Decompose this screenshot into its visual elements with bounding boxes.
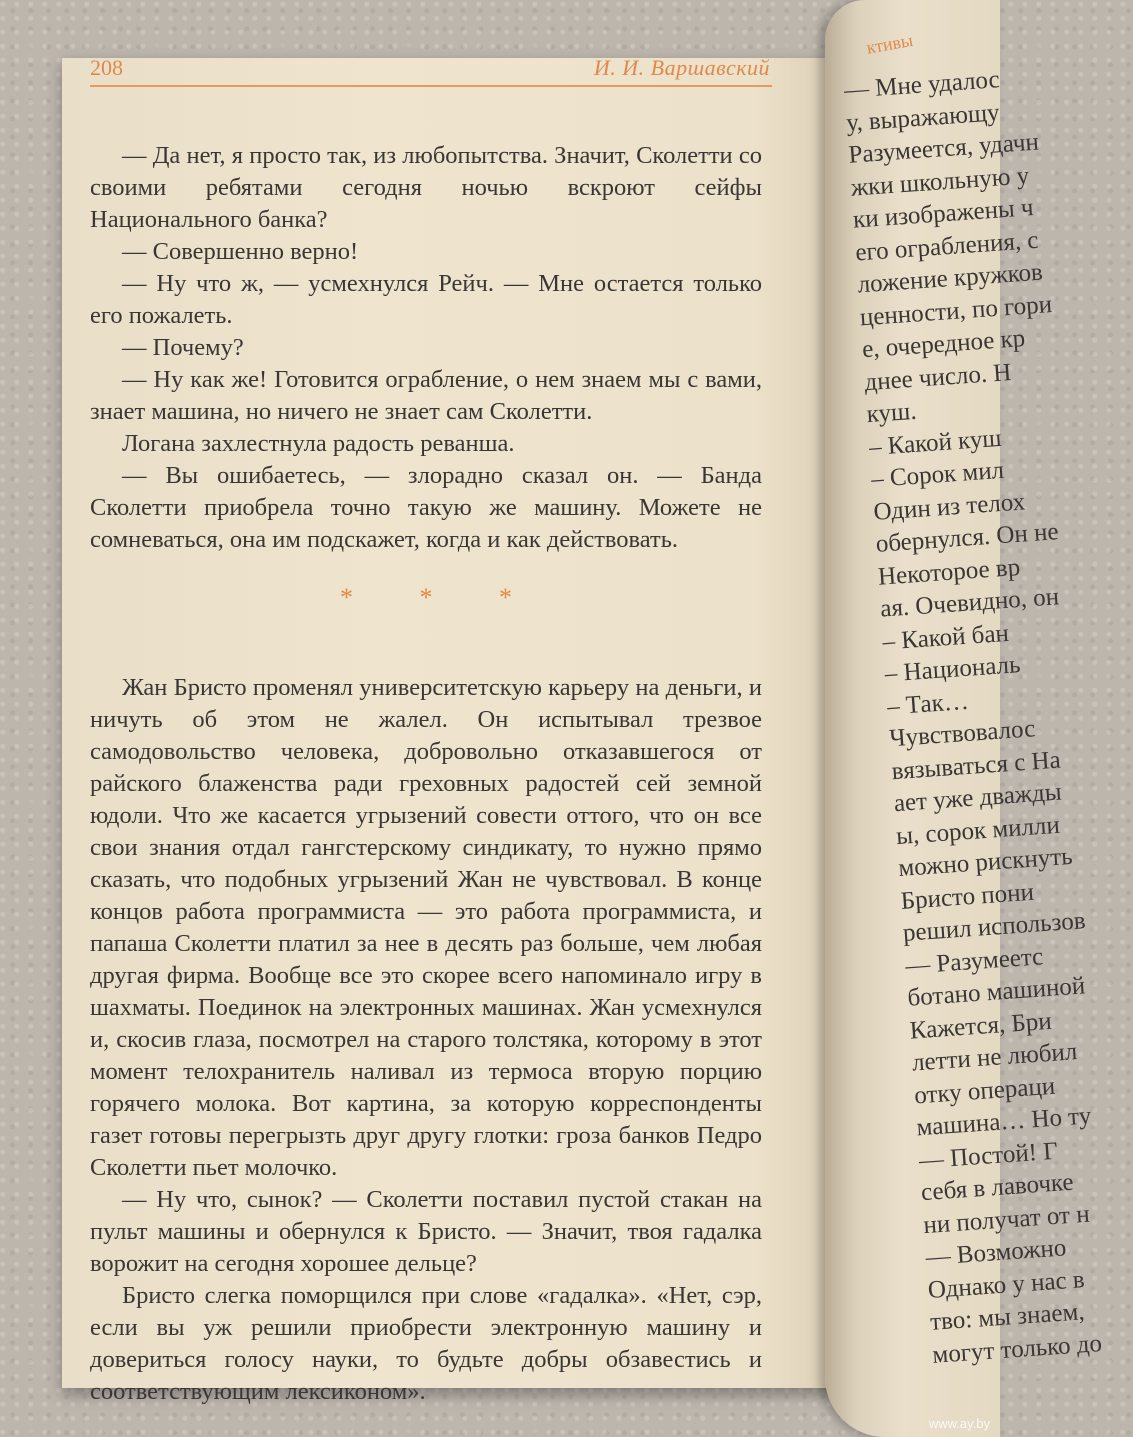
right-page-line: – Так… [886,687,970,720]
right-page-line: Бристо пони [899,878,1035,915]
right-page-line: — Возможно [924,1234,1068,1272]
right-page-line: Разумеется, удачн [847,128,1040,169]
paragraph: — Ну что ж, — усмехнулся Рейч. — Мне остается только его пожалеть. [90,270,762,329]
right-page-line: обернулся. Он не [874,518,1060,558]
paragraph: — Совершенно верно! [122,238,359,265]
right-page-line: е, очередное кр [861,324,1027,364]
right-page-line: ы, сорок милли [895,811,1061,850]
right-page-line: — Разумеетс [904,942,1045,980]
paragraph: Логана захлестнула радость реванша. [122,430,515,457]
header-rule [90,85,772,87]
right-page [825,0,1103,1437]
paragraph: — Да нет, я просто так, из любопытства. Значит, Сколетти со своими ребятами сегодня ночью вскроют сейфы Национального банка? [90,142,762,233]
right-page-line: летти не любил [911,1038,1079,1077]
right-page-line: машина… Но ту [915,1102,1093,1142]
watermark: www.ay.by [928,1416,990,1431]
right-page-line: можно рискнуть [897,842,1074,883]
right-page-line: Некоторое вр [877,553,1021,591]
right-page-line: ает уже дважды [893,778,1063,818]
right-page-line: Однако у нас в [927,1265,1086,1304]
paragraph: — Ну что, сынок? — Сколетти поставил пустой стакан на пульт машины и обернулся к Бристо. — Значит, твоя гадалка ворожит на сегодня хорошее дельце? [90,1186,762,1277]
right-page-line: — Постой! Г [917,1137,1059,1174]
running-head-author: И. И. Варшавский [593,55,770,80]
right-running-head: ктивы [865,29,915,58]
right-page-line: могут только до [931,1329,1103,1369]
right-page-line: тво: мы знаем, [929,1298,1086,1336]
right-page-line: ботано машиной [906,972,1087,1012]
right-page-line: ни получат от н [922,1200,1091,1239]
paragraph: Жан Бристо променял университетскую карьеру на деньги, и ничуть об этом не жалел. Он испытывал трезвое самодовольство человека, добровольно отказавшегося от райского блаженства ради греховных радостей сей земной юдоли. Что же касается угрызений совести оттого, что он все свои знания отдал гангстерскому синдикату, то нужно прямо сказать, что подобных угрызений Жан не чувствовал. В конце концов работа программиста — это работа программиста, и папаша Сколетти платил за нее в десять раз больше, чем любая другая фирма. Вообще все это скорее всего напоминало игру в шахматы. Поединок на электронных машинах. Жан усмехнулся и, скосив глаза, посмотрел на старого толстяка, которому в этот момент телохранитель наливал из термоса вторую порцию горячего молока. Вот картина, за которую корреспонденты газет готовы перегрызть друг другу глотки: гроза банков Педро Сколетти пьет молочко. [90,674,762,1181]
right-page-line: – Националь [883,651,1022,688]
page-header [90,55,770,81]
right-page-line: Кажется, Бри [908,1007,1053,1045]
right-page-line: – Какой бан [881,619,1010,656]
right-page-line: ки изображены ч [852,194,1035,234]
right-page-line: жки школьную у [849,161,1030,202]
right-page-line: его ограбления, с [854,226,1040,267]
main-text [90,140,762,1408]
right-page-line: куш. [865,397,918,429]
right-page-line: Чувствовалос [888,715,1037,753]
right-page-line: себя в лавочке [920,1168,1075,1207]
right-page-line: — Мне удалос [843,66,1001,104]
page-number: 208 [90,55,123,80]
right-page-text [843,61,1133,1372]
right-page-line: отку операци [913,1072,1056,1109]
right-page-line: ценности, по гори [859,290,1053,331]
right-page-line: вязываться с На [890,746,1062,785]
right-page-line: днее число. Н [863,358,1013,396]
right-page-line: у, выражающу [845,98,1001,137]
section-separator: * * * [340,583,542,612]
right-page-line: – Сорок мил [870,456,1005,493]
right-page-line: ая. Очевидно, он [879,583,1060,623]
right-page-line: Один из телох [872,487,1026,526]
right-page-line: решил использов [902,907,1087,947]
right-page-line: ложение кружков [856,258,1044,299]
paragraph: — Ну как же! Готовится ограбление, о нем знаем мы с вами, знает машина, но ничего не знает сам Сколетти. [90,366,762,425]
paragraph: Бристо слегка поморщился при слове «гадалка». «Нет, сэр, если вы уж решили приобрести электронную машину и довериться голосу науки, то будьте добры обзавестись и соответствующим лексиконом». [90,1282,762,1405]
right-page-line: – Какой куш [868,424,1003,461]
paragraph: — Почему? [122,334,244,361]
paragraph: — Вы ошибаетесь, — злорадно сказал он. — Банда Сколетти приобрела точно такую же машину. Можете не сомневаться, она им подскажет, когда и как действовать. [90,462,762,553]
